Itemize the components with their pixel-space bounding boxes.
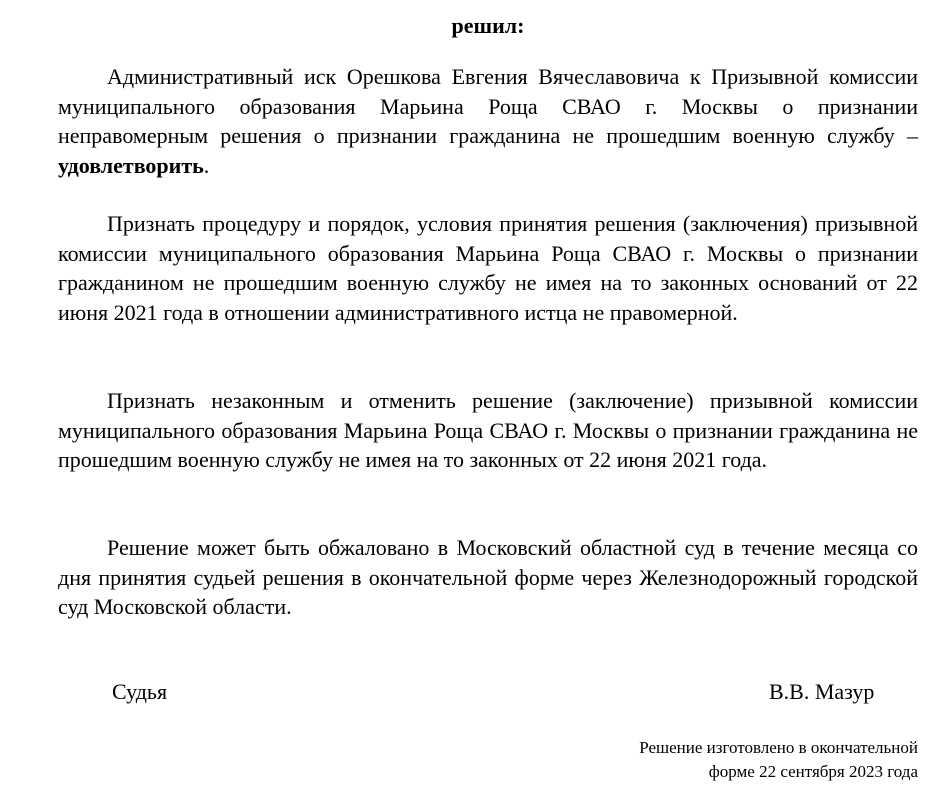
final-form-note-line2: форме 22 сентября 2023 года	[708, 762, 918, 781]
paragraph-claim-end: .	[203, 152, 210, 178]
paragraph-appeal-info: Решение может быть обжаловано в Московский областной суд в течение месяца со дня принятия судьей решения в окончательной форме через Железнодорожный городской суд Московской области.	[58, 535, 918, 619]
decision-heading: решил:	[451, 13, 525, 38]
judge-name: В.В. Мазур	[769, 679, 875, 704]
paragraph-procedure-unlawful: Признать процедуру и порядок, условия принятия решения (заключения) призывной комиссии муниципального образования Марьина Роща СВАО г. Москвы о признании гражданином не прошедшим военную службу не имея на то законных оснований от 22 июня 2021 года в отношении административного истца не правомерной.	[58, 211, 918, 325]
paragraph-claim-granted	[58, 62, 918, 180]
verdict-granted-bold: удовлетворить	[58, 152, 204, 178]
paragraph-decision-cancelled: Признать незаконным и отменить решение (заключение) призывной комиссии муниципального образования Марьина Роща СВАО г. Москвы о признании гражданина не прошедшим военную службу не имея на то законных от 22 июня 2021 года.	[58, 388, 918, 472]
paragraph-claim-text: Административный иск Орешкова Евгения Вячеславовича к Призывной комиссии муниципального образования Марьина Роща СВАО г. Москвы о признании неправомерным решения о признании гражданина не прошедшим военную службу –	[58, 64, 918, 148]
final-form-note	[639, 736, 918, 784]
judge-title: Судья	[112, 679, 168, 704]
final-form-note-line1: Решение изготовлено в окончательной	[639, 738, 918, 757]
